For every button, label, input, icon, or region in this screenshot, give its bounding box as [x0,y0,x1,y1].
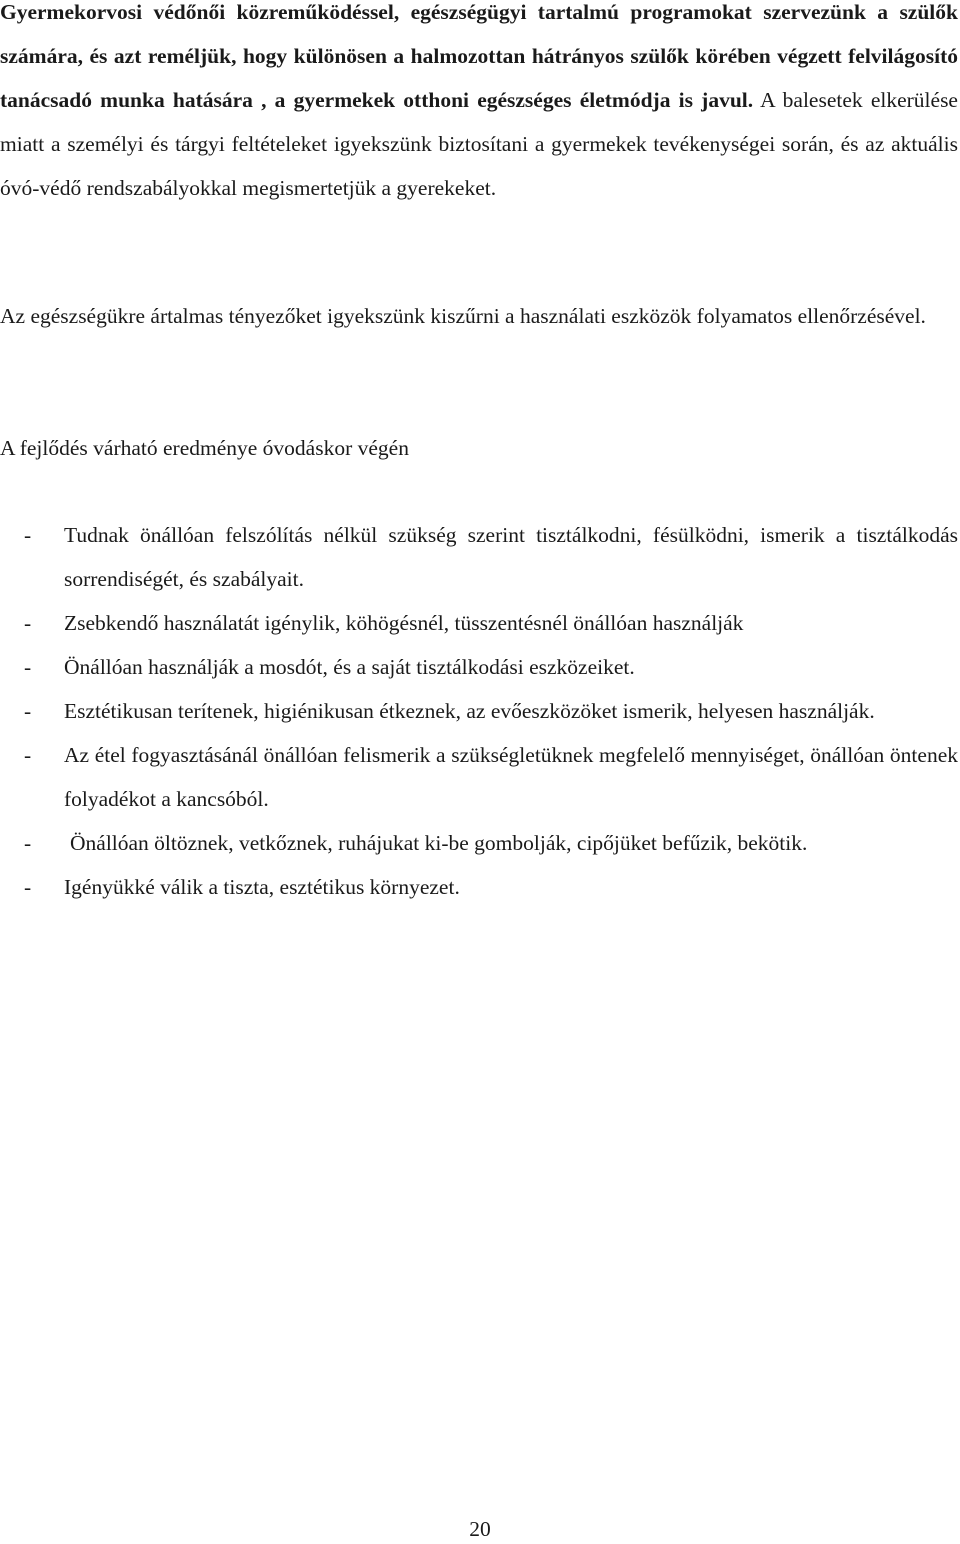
list-dash: - [24,875,32,899]
list-item-text: Önállóan használják a mosdót, és a saját tisztálkodási eszközeiket. [64,655,635,679]
harmful-factors-paragraph: Az egészségükre ártalmas tényezőket igyekszünk kiszűrni a használati eszközök folyamatos ellenőrzésével. [0,304,926,328]
list-item [0,733,958,821]
list-item-text: Az étel fogyasztásánál önállóan felismerik a szükségletüknek megfelelő mennyiséget, önállóan öntenek folyadékot a kancsóból. [64,743,958,811]
development-heading: A fejlődés várható eredménye óvodáskor végén [0,436,409,460]
page-number: 20 [469,1517,491,1541]
list-dash: - [24,523,32,547]
list-item [0,645,958,689]
list-item-text: Önállóan öltöznek, vetkőznek, ruhájukat ki-be gombolják, cipőjüket befűzik, bekötik. [70,831,808,855]
intro-bold-text: Gyermekorvosi védőnői közreműködéssel, egészségügyi tartalmú programokat szervezünk a szülők számára, és azt reméljük, hogy különösen a halmozottan hátrányos szülők körében végzett felvilágosító tanácsadó munka hatására , a gyermekek otthoni egészséges életmódja is javul. [0,0,958,112]
list-dash: - [24,699,32,723]
list-item [0,601,958,645]
list-dash: - [24,743,32,767]
list-item [0,513,958,601]
list-item-text: Esztétikusan terítenek, higiénikusan étkeznek, az evőeszközöket ismerik, helyesen használják. [64,699,875,723]
intro-normal-text: A balesetek elkerülése miatt a személyi és tárgyi feltételeket igyekszünk biztosítani a gyermekek tevékenységei során, és az aktuális óvó-védő rendszabályokkal megismertetjük a gyerekeket. [0,88,958,200]
list-item-text: Igényükké válik a tiszta, esztétikus környezet. [64,875,460,899]
list-item [0,689,958,733]
list-dash: - [24,831,32,855]
intro-paragraph [0,0,958,210]
list-dash: - [24,655,32,679]
list-item-text: Tudnak önállóan felszólítás nélkül szükség szerint tisztálkodni, fésülködni, ismerik a tisztálkodás sorrendiségét, és szabályait. [64,523,958,591]
list-item [0,865,958,909]
expected-results-list [0,513,958,909]
list-item [0,821,958,865]
list-item-text: Zsebkendő használatát igénylik, köhögésnél, tüsszentésnél önállóan használják [64,611,744,635]
list-dash: - [24,611,32,635]
